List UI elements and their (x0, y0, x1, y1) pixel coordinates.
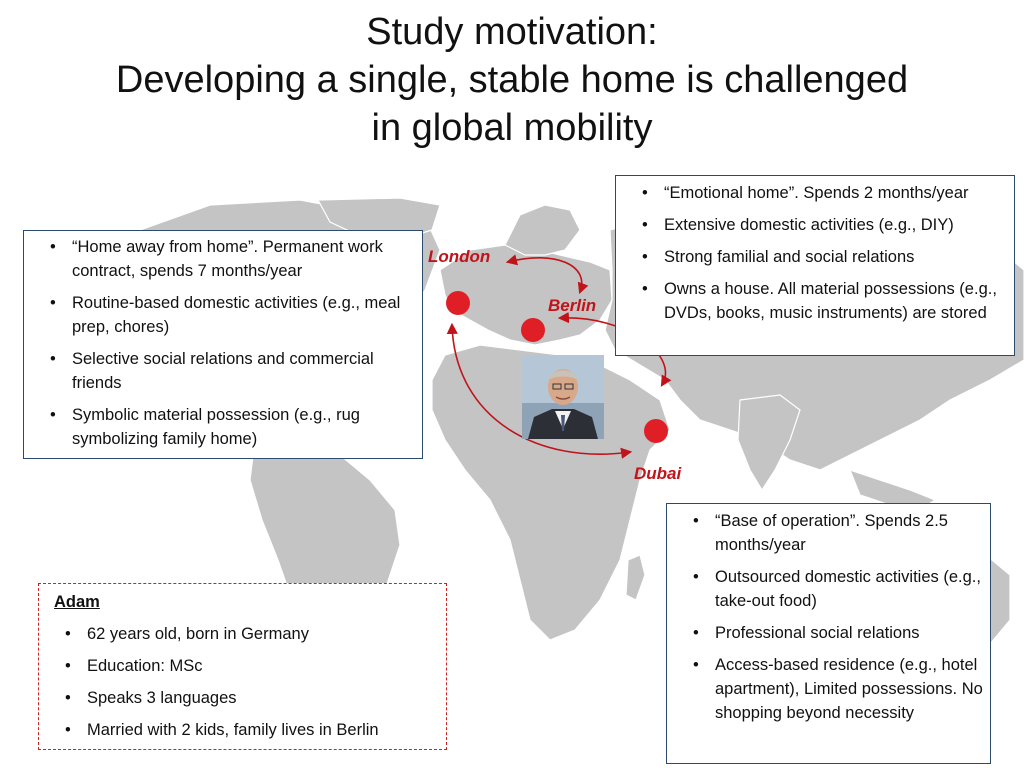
list-item: • Routine-based domestic activities (e.g., meal prep, chores) (24, 291, 422, 339)
person-portrait-icon (522, 355, 604, 439)
adam-heading: Adam (54, 593, 100, 611)
list-item: • “Base of operation”. Spends 2.5 months/year (667, 509, 990, 557)
london-description-box (23, 230, 423, 459)
london-marker (446, 291, 470, 315)
list-item: • Professional social relations (667, 621, 990, 645)
list-item: • Strong familial and social relations (616, 245, 1014, 269)
list-item: • Extensive domestic activities (e.g., DIY) (616, 213, 1014, 237)
list-item: • “Home away from home”. Permanent work contract, spends 7 months/year (24, 235, 422, 283)
adam-profile-box (38, 583, 447, 750)
madagascar-landmass (626, 555, 645, 600)
list-item: • “Emotional home”. Spends 2 months/year (616, 181, 1014, 205)
title-line-2: Developing a single, stable home is challenged (115, 59, 909, 101)
london-label: London (428, 247, 491, 266)
berlin-description-box (615, 175, 1015, 356)
dubai-description-box (666, 503, 991, 764)
title-line-1: Study motivation: (366, 11, 658, 53)
berlin-label: Berlin (548, 296, 597, 315)
dubai-label: Dubai (634, 464, 682, 483)
list-item: • Education: MSc (39, 654, 446, 678)
list-item: • Owns a house. All material possessions (e.g., DVDs, books, music instruments) are stored (616, 277, 1014, 325)
list-item: • Access-based residence (e.g., hotel apartment), Limited possessions. No shopping beyond necessity (667, 653, 990, 725)
scandinavia-landmass (505, 205, 580, 255)
list-item: • Outsourced domestic activities (e.g., take-out food) (667, 565, 990, 613)
list-item: • 62 years old, born in Germany (39, 622, 446, 646)
berlin-marker (521, 318, 545, 342)
slide-title (0, 8, 1024, 152)
list-item: • Speaks 3 languages (39, 686, 446, 710)
title-line-3: in global mobility (371, 107, 653, 149)
list-item: • Selective social relations and commercial friends (24, 347, 422, 395)
dubai-marker (644, 419, 668, 443)
list-item: • Symbolic material possession (e.g., rug symbolizing family home) (24, 403, 422, 451)
adam-photo (522, 355, 604, 439)
list-item: • Married with 2 kids, family lives in Berlin (39, 718, 446, 742)
